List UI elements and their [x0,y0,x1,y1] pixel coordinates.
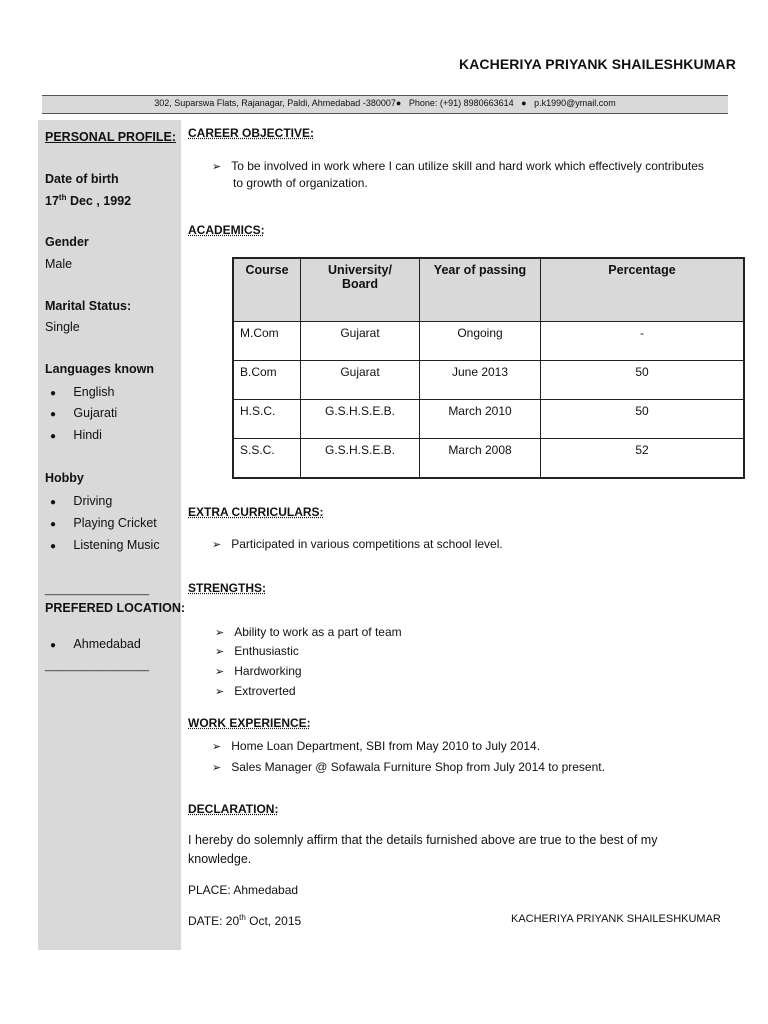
location-heading: PREFERED LOCATION: [45,601,186,615]
arrow-icon: ➢ [215,666,225,678]
list-item: ● Listening Music [50,538,160,552]
list-item: ● Gujarati [50,406,118,420]
contact-bar [42,95,728,114]
email: p.k1990@ymail.com [534,98,616,108]
list-item: ● Hindi [50,428,102,442]
divider: _________________ [45,584,150,596]
strength-item: ➢ Extroverted [215,684,296,698]
date: DATE: 20th Oct, 2015 [188,913,302,928]
table-row: S.S.C. G.S.H.S.E.B. March 2008 52 [233,439,744,479]
work-item: ➢ Home Loan Department, SBI from May 2010 to July 2014. [212,739,541,753]
marital-label: Marital Status: [45,299,132,313]
academics-heading: ACADEMICS: [188,223,265,237]
strength-item: ➢ Enthusiastic [215,644,299,658]
arrow-icon: ➢ [215,646,225,658]
declaration-line: knowledge. [188,852,252,866]
gender-label: Gender [45,235,89,249]
table-row: B.Com Gujarat June 2013 50 [233,361,744,400]
bullet-icon: ● [50,388,57,399]
phone: Phone: (+91) 8980663614 [408,98,514,108]
arrow-icon: ➢ [212,741,222,753]
strength-item: ➢ Ability to work as a part of team [215,625,402,639]
dob-value: 17th Dec , 1992 [45,193,132,209]
bullet-icon: ● [50,519,57,530]
arrow-icon: ➢ [212,161,222,173]
signature: KACHERIYA PRIYANK SHAILESHKUMAR [511,913,721,925]
column-header: Year of passing [420,258,541,322]
column-header: University/ Board [301,258,420,322]
column-header: Percentage [541,258,745,322]
gender-value: Male [45,257,73,271]
career-line: ➢ To be involved in work where I can utilize skill and hard work which effectively contributes [212,159,704,173]
work-item: ➢ Sales Manager @ Sofawala Furniture Shop from July 2014 to present. [212,760,605,774]
bullet-icon: ● [50,409,57,420]
divider: _________________ [45,660,150,672]
languages-label: Languages known [45,362,155,376]
work-heading: WORK EXPERIENCE: [188,716,311,730]
arrow-icon: ➢ [212,762,222,774]
place: PLACE: Ahmedabad [188,883,299,897]
bullet-icon: ● [395,98,402,108]
arrow-icon: ➢ [215,686,225,698]
contact-line [42,98,728,108]
declaration-line: I hereby do solemnly affirm that the details furnished above are true to the best of my [188,833,658,847]
extra-item: ➢ Participated in various competitions at school level. [212,537,503,551]
list-item: ● Playing Cricket [50,516,157,530]
list-item: ● English [50,385,115,399]
personal-profile-heading: PERSONAL PROFILE: [45,130,177,144]
academics-table [232,257,745,479]
bullet-icon: ● [50,431,57,442]
resume-name: KACHERIYA PRIYANK SHAILESHKUMAR [459,56,736,72]
arrow-icon: ➢ [215,627,225,639]
table-row: M.Com Gujarat Ongoing - [233,322,744,361]
bullet-icon: ● [50,497,57,508]
dob-label: Date of birth [45,172,119,186]
strength-item: ➢ Hardworking [215,664,302,678]
address: 302, Suparswa Flats, Rajanagar, Paldi, Ahmedabad -380007 [154,98,396,108]
declaration-heading: DECLARATION: [188,802,279,816]
extra-heading: EXTRA CURRICULARS: [188,505,324,519]
list-item: ● Ahmedabad [50,637,141,651]
strengths-heading: STRENGTHS: [188,581,266,595]
list-item: ● Driving [50,494,113,508]
hobby-label: Hobby [45,471,84,485]
bullet-icon: ● [50,640,57,651]
table-row: H.S.C. G.S.H.S.E.B. March 2010 50 [233,400,744,439]
table-header-row [233,258,744,322]
arrow-icon: ➢ [212,539,222,551]
column-header: Course [233,258,301,322]
bullet-icon: ● [50,541,57,552]
marital-value: Single [45,320,80,334]
bullet-icon: ● [521,98,527,108]
career-heading: CAREER OBJECTIVE: [188,126,315,140]
career-line: to growth of organization. [233,176,368,190]
